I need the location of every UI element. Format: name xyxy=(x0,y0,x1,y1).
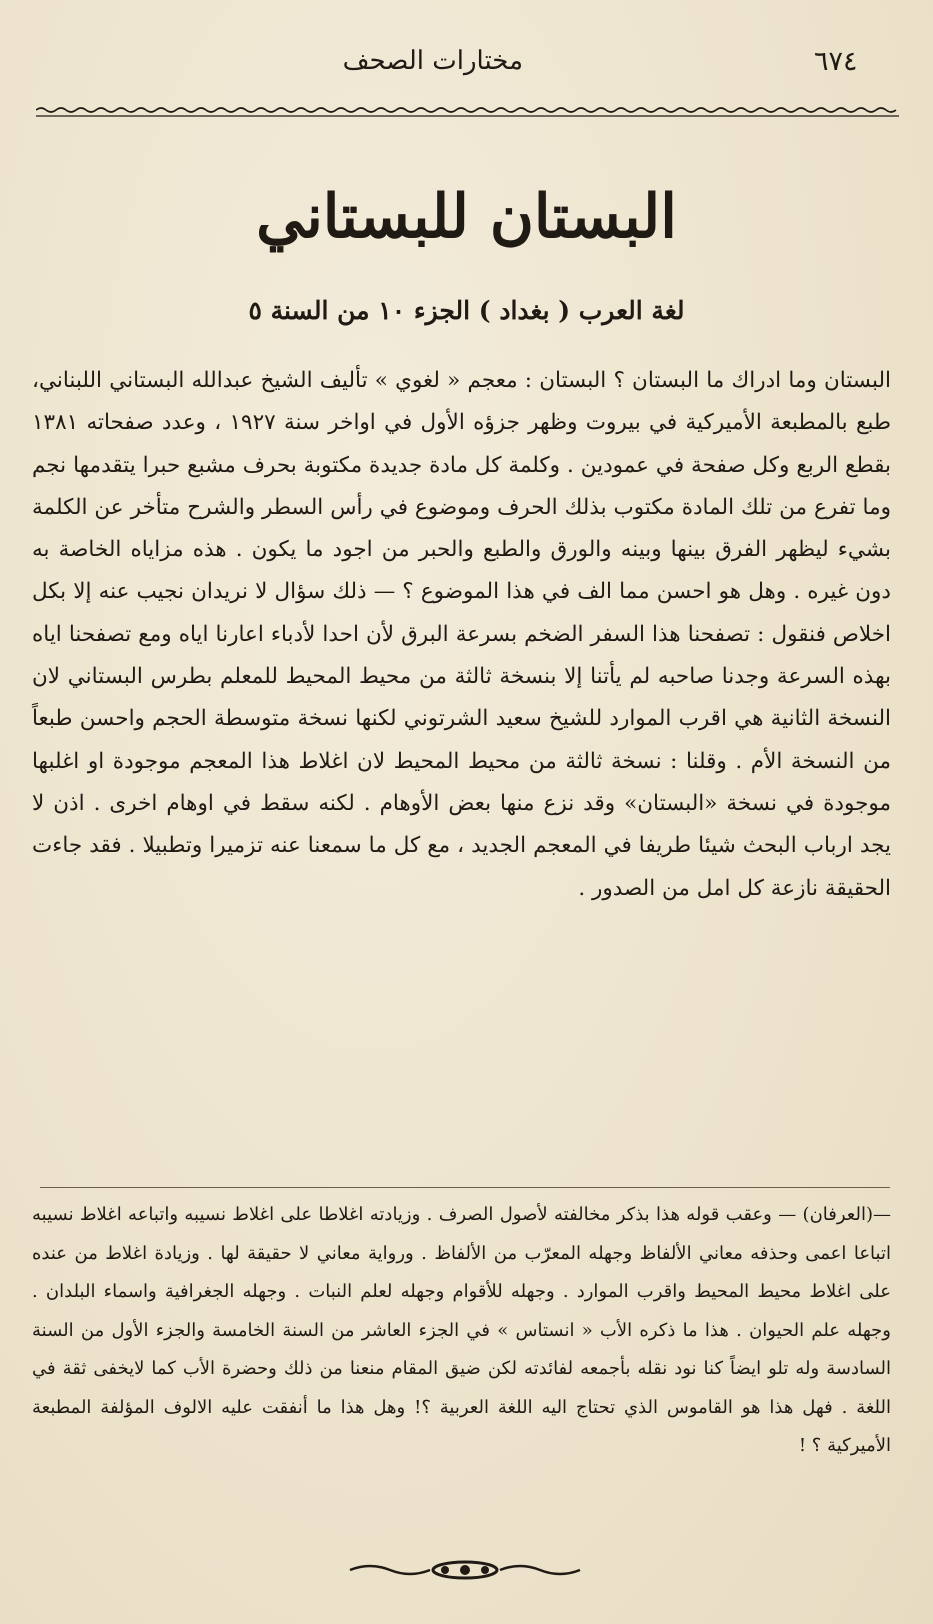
article-source: لغة العرب ( بغداد ) الجزء ١٠ من السنة ٥ xyxy=(248,296,685,325)
ornament-divider xyxy=(340,1558,590,1582)
running-title: مختارات الصحف xyxy=(342,46,523,76)
wavy-header-rule xyxy=(36,106,899,118)
article-body: البستان وما ادراك ما البستان ؟ البستان : معجم « لغوي » تأليف الشيخ عبدالله البستاني اللبناني، طبع بالمطبعة الأميركية في بيروت وظهر جزؤه الأول في اواخر سنة ١٩٢٧ ، وعدد صفحاته ١٣٨١ بقطع الربع وكل صفحة في عمودين . وكلمة كل مادة جديدة مكتوبة بحرف مشبع حبرا يتقدمها نجم وما تفرع من تلك المادة مكتوب بذلك الحرف وموضوع في رأس السطر والشرح متأخر عن الكلمة بشيء ليظهر الفرق بينها وبينه والورق والطبع والحبر من اجود ما يكون . هذه مزاياه الخاصة به دون غيره . وهل هو احسن مما الف في هذا الموضوع ؟ — ذلك سؤال لا نريدان نجيب عنه إلا بكل اخلاص فنقول : تصفحنا هذا السفر الضخم بسرعة البرق لأن احدا لأدباء اعارنا اياه ومع تصفحنا اياه بهذه السرعة وجدنا صاحبه لم يأتنا إلا بنسخة ثالثة من محيط المحيط للمعلم بطرس البستاني لان النسخة الثانية هي اقرب الموارد للشيخ سعيد الشرتوني لكنها نسخة متوسطة الحجم واحسن طبعاً من النسخة الأم . وقلنا : نسخة ثالثة من محيط المحيط لان اغلاط هذا المعجم موجودة او اغلبها موجودة في نسخة «البستان» وقد نزع منها بعض الأوهام . لكنه سقط في اوهام اخرى . اذن لا يجد ارباب البحث شيئا طريفا في المعجم الجديد ، مع كل ما سمعنا عنه تزميرا وتطبيلا . فقد جاءت الحقيقة نازعة كل امل من الصدور . xyxy=(32,368,892,901)
section-divider xyxy=(40,1187,890,1188)
page-header xyxy=(36,40,893,90)
article-title: البستان للبستاني xyxy=(256,182,677,252)
page-number: ٦٧٤ xyxy=(814,46,858,77)
commentary-note: —(العرفان) — وعقب قوله هذا بذكر مخالفته لأصول الصرف . وزيادته اغلاطا على اغلاط نسيبه واتباعه اغلاط نسيبه اتباعا اعمى وحذفه معاني الألفاظ وجهله المعرّب من الألفاظ . ورواية معاني لا حقيقة لها . وزيادة اغلاط من عنده على اغلاط محيط المحيط واقرب الموارد . وجهله للأقوام وجهله لعلم النبات . وجهله الجغرافية واسماء البلدان . وجهله علم الحيوان . هذا ما ذكره الأب « انستاس » في الجزء العاشر من السنة الخامسة والجزء الأول من السنة السادسة وله تلو ايضاً كنا نود نقله بأجمعه لفائدته لكن ضيق المقام منعنا من ذلك وحضرة الأب كما لايخفى ثقة في اللغة . فهل هذا هو القاموس الذي تحتاج اليه اللغة العربية ؟! وهل هذا ما أنفقت عليه الالوف المؤلفة المطبعة الأميركية ؟ ! xyxy=(32,1204,891,1456)
